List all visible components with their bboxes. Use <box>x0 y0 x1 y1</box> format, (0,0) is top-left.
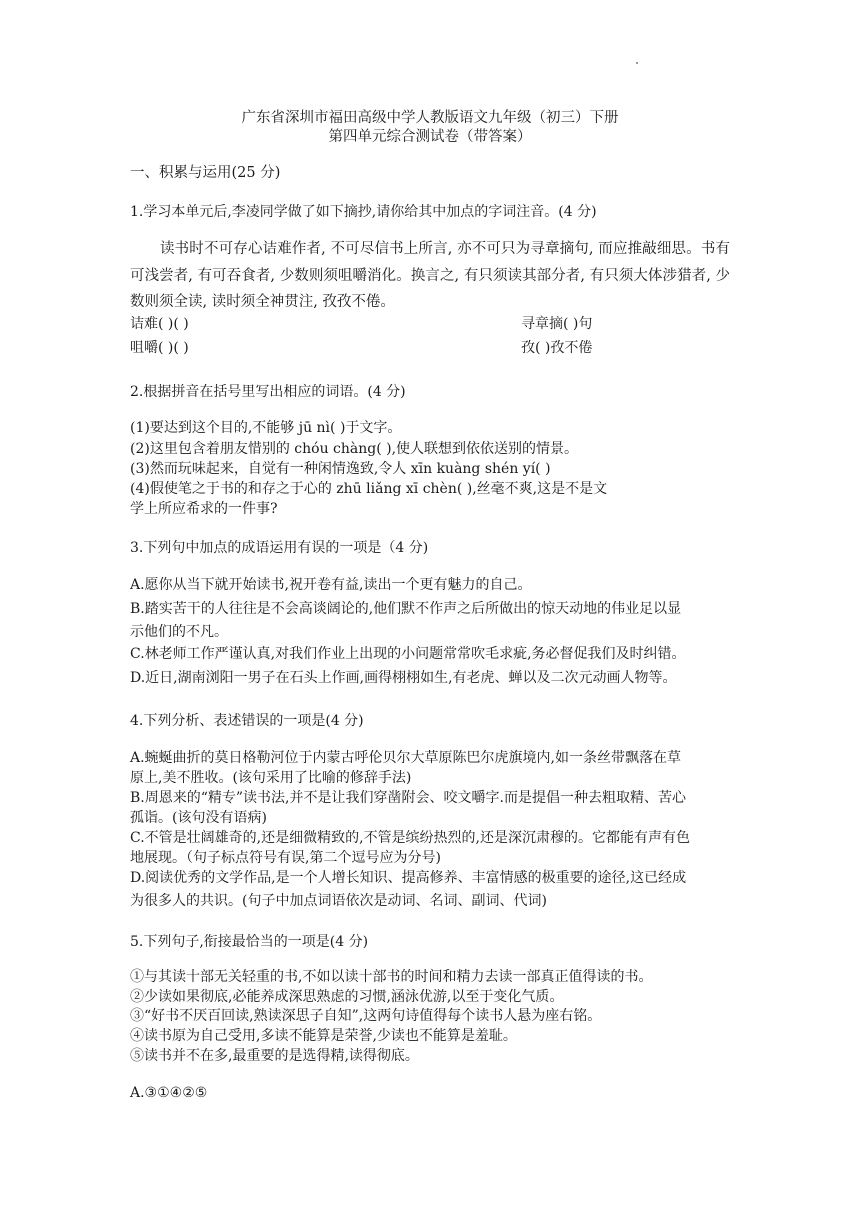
question-4-option: D.阅读优秀的文学作品,是一个人增长知识、提高修养、丰富情感的极重要的途径,这已经成 <box>130 870 687 886</box>
question-2-item: (2)这里包含着朋友惜别的 chóu chàng( ),使人联想到依依送别的情景。 <box>130 441 579 457</box>
question-1-blank-d: 孜( )孜不倦 <box>521 340 593 356</box>
question-4-option-continued: 原上,美不胜收。(该句采用了比喻的修辞手法) <box>130 770 412 786</box>
question-4-option: A.蜿蜒曲折的莫日格勒河位于内蒙古呼伦贝尔大草原陈巴尔虎旗境内,如一条丝带飘落在草 <box>130 750 682 766</box>
question-3-option: A.愿你从当下就开始读书,祝开卷有益,读出一个更有魅力的自己。 <box>130 577 532 593</box>
document-title-line1: 广东省深圳市福田高级中学人教版语文九年级（初三）下册 <box>241 110 619 126</box>
question-5-sentence: ④读书原为自己受用,多读不能算是荣誉,少读也不能算是羞耻。 <box>130 1028 517 1044</box>
question-2-item-continued: 学上所应希求的一件事? <box>130 501 278 517</box>
question-2-item: (4)假使笔之于书的和存之于心的 zhū liǎng xī chèn( ),丝毫不爽,这是不是文 <box>130 481 608 497</box>
question-1-blank-c: 咀嚼( )( ) <box>130 340 189 356</box>
question-3-option-continued: 示他们的不凡。 <box>130 624 228 640</box>
question-5-sentence: ②少读如果彻底,必能养成深思熟虑的习惯,涵泳优游,以至于变化气质。 <box>130 989 564 1005</box>
question-4-option-continued: 孤诣。(该句没有语病) <box>130 810 267 826</box>
question-3-option: B.踏实苦干的人往往是不会高谈阔论的,他们默不作声之后所做出的惊天动地的伟业足以显 <box>130 601 682 617</box>
question-2-item: (3)然而玩味起来，自觉有一种闲情逸致,令人 xīn kuàng shén yí( ) <box>130 461 551 477</box>
question-5-sentence: ③“好书不厌百回读,熟读深思子自知”,这两句诗值得每个读书人悬为座右铭。 <box>130 1008 602 1024</box>
question-3-option: C.林老师工作严谨认真,对我们作业上出现的小问题常常吹毛求疵,务必督促我们及时纠错。 <box>130 646 686 662</box>
question-4-option: B.周恩来的“精专”读书法,并不是让我们穿凿附会、咬文嚼字.而是提倡一种去粗取精、苦心 <box>130 790 686 806</box>
question-4-option-continued: 为很多人的共识。(句子中加点词语依次是动词、名词、副词、代词) <box>130 893 547 909</box>
question-2-prompt: 2.根据拼音在括号里写出相应的词语。(4 分) <box>130 384 406 400</box>
section-heading: 一、积累与运用(25 分) <box>130 165 281 181</box>
question-1-blank-a: 诘难( )( ) <box>130 316 189 332</box>
question-5-prompt: 5.下列句子,衔接最恰当的一项是(4 分) <box>130 934 369 950</box>
question-2-item: (1)要达到这个目的,不能够 jū nì( )于文字。 <box>130 420 402 436</box>
question-4-prompt: 4.下列分析、表述错误的一项是(4 分) <box>130 713 364 729</box>
question-3-option: D.近日,湖南浏阳一男子在石头上作画,画得栩栩如生,有老虎、蝉以及二次元动画人物等。 <box>130 670 677 686</box>
question-3-prompt: 3.下列句中加点的成语运用有误的一项是（4 分) <box>130 540 429 556</box>
document-title-line2: 第四单元综合测试卷（带答案） <box>328 129 532 145</box>
question-1-prompt: 1.学习本单元后,李凌同学做了如下摘抄,请你给其中加点的字词注音。(4 分) <box>130 204 597 220</box>
question-1-passage: 读书时不可存心诘难作者, 不可尽信书上所言, 亦不可只为寻章摘句, 而应推敲细思。书有可浅尝者, 有可吞食者, 少数则须咀嚼消化。换言之, 有只须读其部分者, 有只须大体涉猎者, 少数则须全读, 读时须全神贯注, 孜孜不倦。 <box>130 241 730 310</box>
question-4-option: C.不管是壮阔雄奇的,还是细微精致的,不管是缤纷热烈的,还是深沉肃穆的。它都能有声有色 <box>130 830 691 846</box>
scan-dot <box>636 62 638 64</box>
question-1-blank-b: 寻章摘( )句 <box>521 316 593 332</box>
question-4-option-continued: 地展现。（句子标点符号有误,第二个逗号应为分号) <box>130 850 441 866</box>
question-5-sentence: ①与其读十部无关轻重的书,不如以读十部书的时间和精力去读一部真正值得读的书。 <box>130 969 653 985</box>
question-5-option-a: A.③①④②⑤ <box>130 1085 208 1101</box>
question-5-sentence: ⑤读书并不在多,最重要的是选得精,读得彻底。 <box>130 1048 419 1064</box>
